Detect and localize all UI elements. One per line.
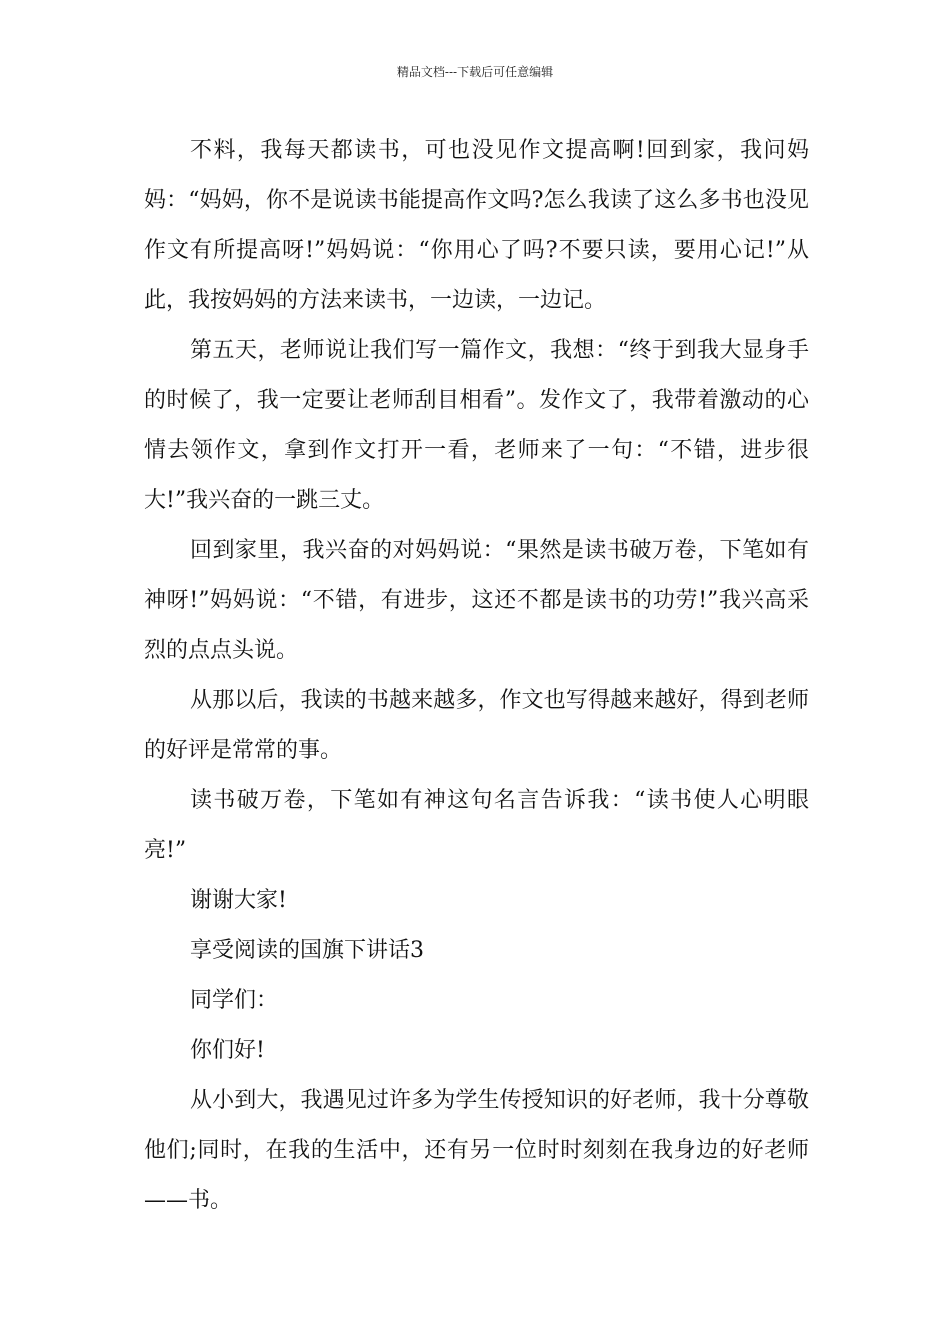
salutation: 同学们： [190,988,279,1013]
greeting: 你们好! [190,1038,265,1063]
document-body [144,126,809,1226]
paragraph: 第五天，老师说让我们写一篇作文，我想：“终于到我大显身手的时候了，我一定要让老师刮目相看”。发作文了，我带着激动的心情去领作文，拿到作文打开一看，老师来了一句：“不错，进步很大!”我兴奋的一跳三丈。 [144,338,809,513]
paragraph: 回到家里，我兴奋的对妈妈说：“果然是读书破万卷，下笔如有神呀!”妈妈说：“不错，有进步，这还不都是读书的功劳!”我兴高采烈的点点头说。 [144,538,809,663]
section-title: 享受阅读的国旗下讲话3 [190,938,424,963]
paragraph: 从小到大，我遇见过许多为学生传授知识的好老师，我十分尊敬他们;同时，在我的生活中，还有另一位时时刻刻在我身边的好老师——书。 [144,1088,809,1213]
paragraph: 读书破万卷，下笔如有神这句名言告诉我：“读书使人心明眼亮!” [144,788,809,863]
paragraph: 不料，我每天都读书，可也没见作文提高啊!回到家，我问妈妈：“妈妈，你不是说读书能提高作文吗?怎么我读了这么多书也没见作文有所提高呀!”妈妈说：“你用心了吗?不要只读，要用心记!”从此，我按妈妈的方法来读书，一边读，一边记。 [144,138,809,313]
paragraph: 从那以后，我读的书越来越多，作文也写得越来越好，得到老师的好评是常常的事。 [144,688,809,763]
page-header: 精品文档---下载后可任意编辑 [396,65,554,79]
closing-line: 谢谢大家! [190,888,287,913]
